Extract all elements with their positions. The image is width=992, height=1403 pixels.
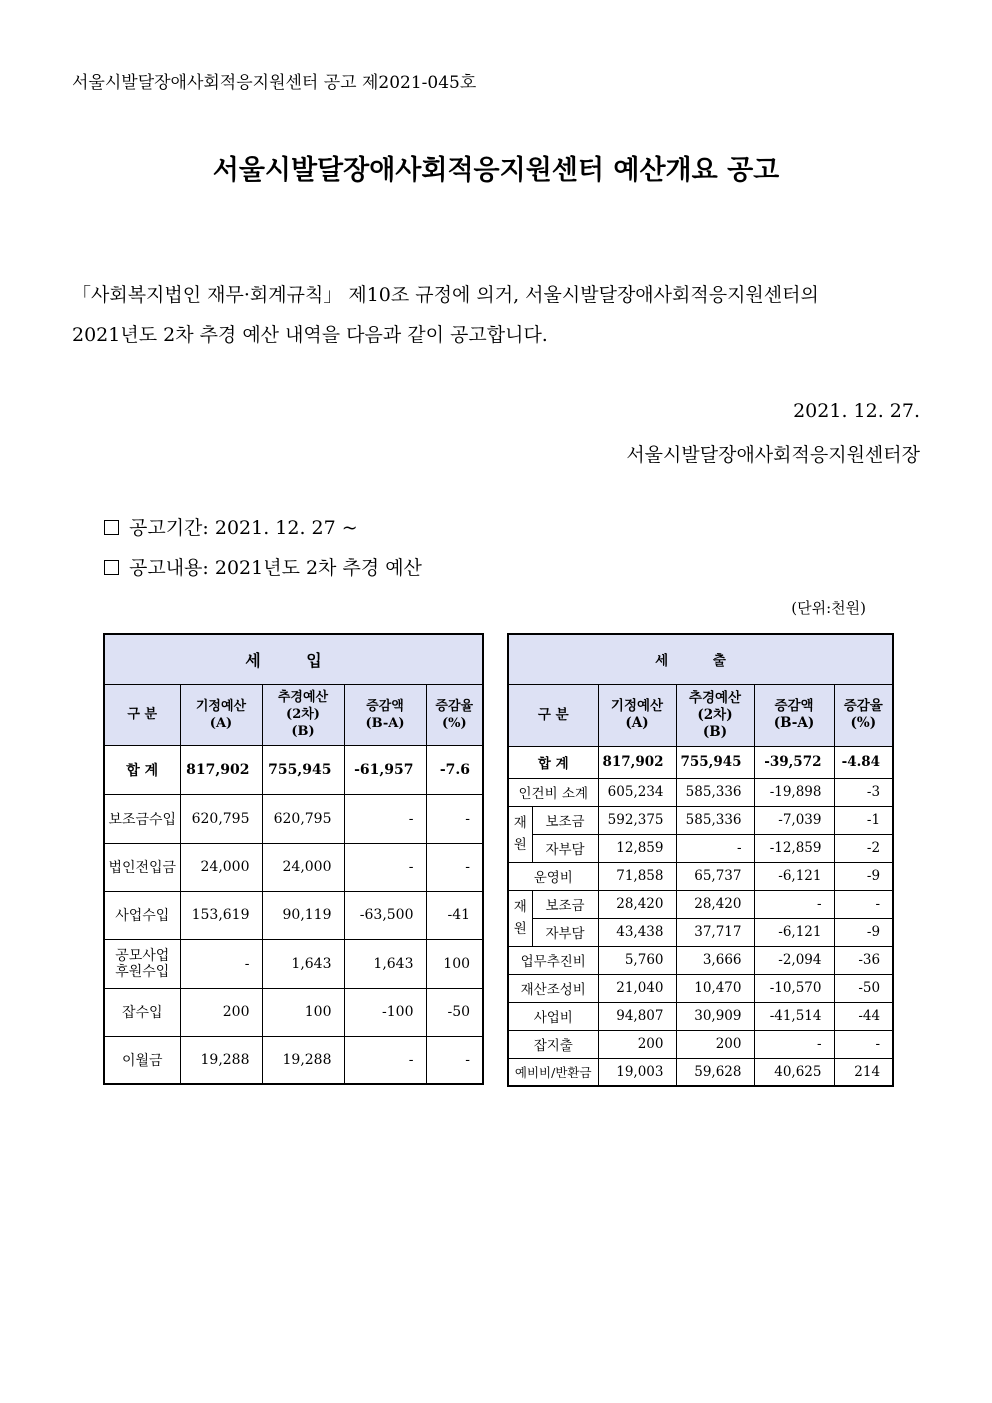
funding-source-label: 재 원 (508, 890, 532, 946)
header-original: 기정예산 (A) (598, 684, 676, 746)
announcement-date: 2021. 12. 27. (793, 400, 920, 422)
expenditure-table (507, 633, 894, 1087)
header-rate: 증감율 (%) (834, 684, 893, 746)
table-row: 인건비 소계 605,234 585,336 -19,898 -3 (508, 778, 893, 806)
issuer-name: 서울시발달장애사회적응지원센터장 (626, 444, 920, 466)
table-row: 사업비 94,807 30,909 -41,514 -44 (508, 1002, 893, 1030)
header-category: 구 분 (508, 684, 598, 746)
header-revised: 추경예산 (2차) (B) (262, 684, 344, 745)
table-row: 법인전입금 24,000 24,000 - - (104, 843, 483, 891)
revenue-table (103, 633, 484, 1085)
header-rate: 증감율 (%) (426, 684, 483, 745)
header-original: 기정예산 (A) (180, 684, 262, 745)
table-row: 업무추진비 5,760 3,666 -2,094 -36 (508, 946, 893, 974)
header-change: 증감액 (B-A) (754, 684, 834, 746)
checkbox-square-icon (104, 520, 119, 535)
document-title: 서울시발달장애사회적응지원센터 예산개요 공고 (212, 155, 780, 186)
table-row: 재산조성비 21,040 10,470 -10,570 -50 (508, 974, 893, 1002)
revenue-total-row: 합 계 817,902 755,945 -61,957 -7.6 (104, 745, 483, 794)
table-row: 운영비 71,858 65,737 -6,121 -9 (508, 862, 893, 890)
table-row: 자부담 43,438 37,717 -6,121 -9 (508, 918, 893, 946)
table-row: 자부담 12,859 - -12,859 -2 (508, 834, 893, 862)
notice-period-text: 공고기간: 2021. 12. 27 ~ (129, 517, 358, 539)
table-row: 공모사업 후원수입 - 1,643 1,643 100 (104, 939, 483, 988)
funding-source-label: 재 원 (508, 806, 532, 862)
table-row: 예비비/반환금 19,003 59,628 40,625 214 (508, 1058, 893, 1086)
table-row: 재 원 보조금 28,420 28,420 - - (508, 890, 893, 918)
notice-content-text: 공고내용: 2021년도 2차 추경 예산 (129, 557, 422, 579)
notice-number: 서울시발달장애사회적응지원센터 공고 제2021-045호 (72, 73, 477, 93)
checkbox-square-icon (104, 560, 119, 575)
notice-period-item (104, 513, 358, 540)
header-change: 증감액 (B-A) (344, 684, 426, 745)
expenditure-title: 세 출 (508, 634, 893, 684)
header-revised: 추경예산 (2차) (B) (676, 684, 754, 746)
body-text-line-1: 「사회복지법인 재무·회계규칙」 제10조 규정에 의거, 서울시발달장애사회적응지원센터의 (72, 284, 819, 306)
table-row: 이월금 19,288 19,288 - - (104, 1036, 483, 1084)
notice-content-item (104, 553, 422, 580)
table-row: 잡수입 200 100 -100 -50 (104, 988, 483, 1036)
table-row: 사업수입 153,619 90,119 -63,500 -41 (104, 891, 483, 939)
table-row: 잡지출 200 200 - - (508, 1030, 893, 1058)
table-row: 보조금수입 620,795 620,795 - - (104, 794, 483, 843)
expenditure-header-row (508, 684, 893, 746)
revenue-title: 세 입 (104, 634, 483, 684)
unit-note: (단위:천원) (791, 599, 866, 617)
header-category: 구 분 (104, 684, 180, 745)
revenue-header-row (104, 684, 483, 745)
table-row: 재 원 보조금 592,375 585,336 -7,039 -1 (508, 806, 893, 834)
expenditure-total-row: 합 계 817,902 755,945 -39,572 -4.84 (508, 746, 893, 778)
body-text-line-2: 2021년도 2차 추경 예산 내역을 다음과 같이 공고합니다. (72, 324, 548, 346)
